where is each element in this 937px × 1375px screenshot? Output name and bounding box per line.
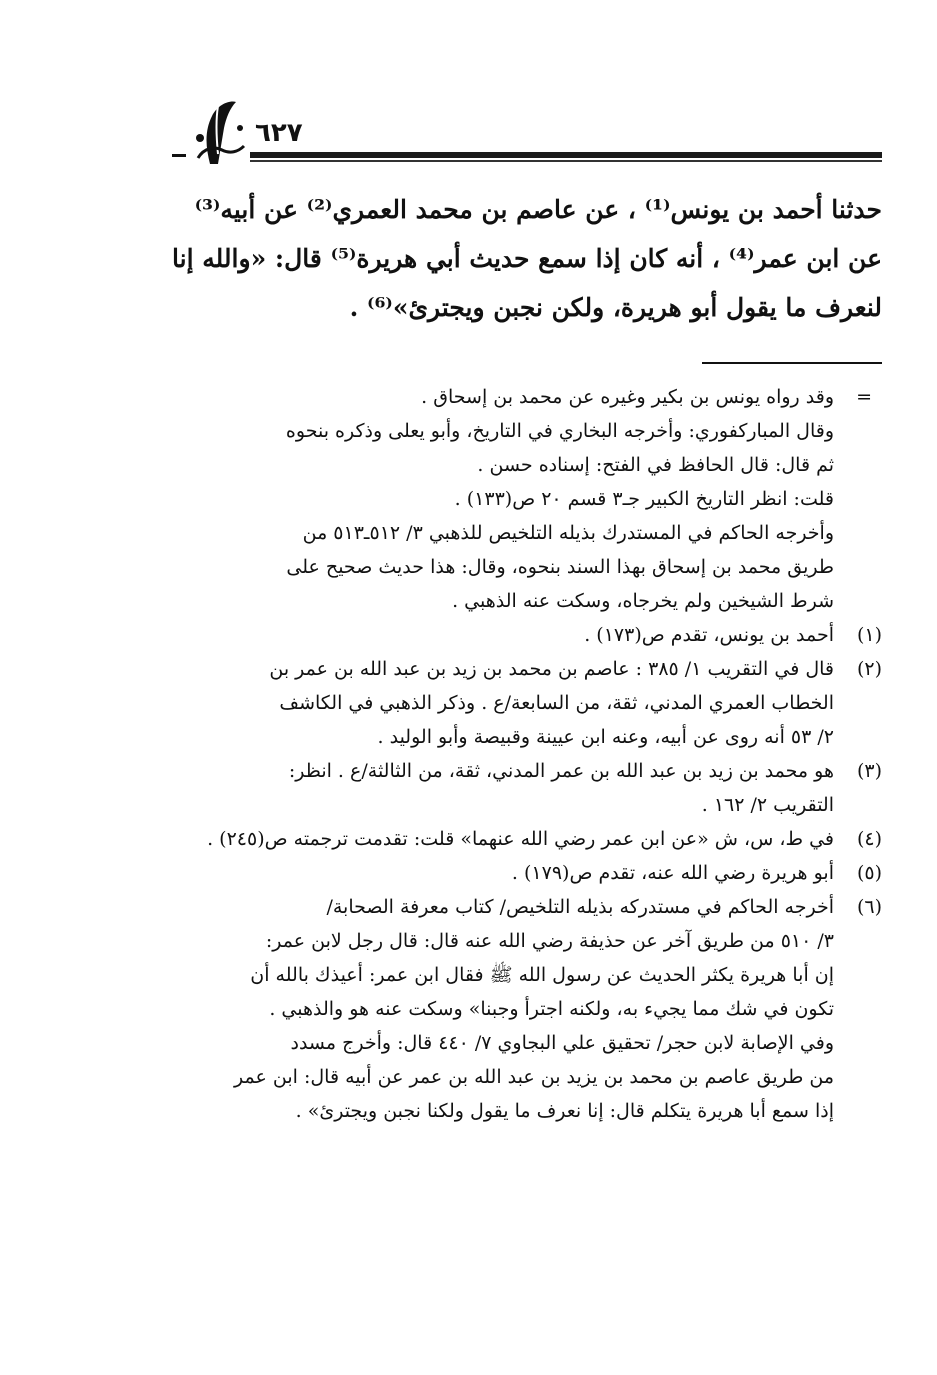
footnote-2 xyxy=(170,652,882,754)
footnote-line: طريق محمد بن إسحاق بهذا السند بنحوه، وقال: هذا حديث صحيح على xyxy=(286,556,834,578)
header-rule-thin xyxy=(250,160,882,162)
header-rule-thick xyxy=(250,152,882,158)
footnote-number: (٤) xyxy=(856,828,882,850)
footnote-line: ٣/ ٥١٠ من طريق آخر عن حذيفة رضي الله عنه قال: قال رجل لابن عمر: xyxy=(265,930,834,952)
footnote-line: شرط الشيخين ولم يخرجاه، وسكت عنه الذهبي . xyxy=(452,590,834,612)
footnote-continuation xyxy=(170,380,882,618)
footnote-line: أخرجه الحاكم في مستدركه بذيله التلخيص/ كتاب معرفة الصحابة/ xyxy=(326,896,834,918)
footnote-line: من طريق عاصم بن محمد بن يزيد بن عبد الله بن عمر عن أبيه قال: ابن عمر xyxy=(234,1066,834,1088)
footnote-4 xyxy=(170,822,882,856)
footnote-line: إذا سمع أبا هريرة يتكلم قال: إنا نعرف ما يقول ولكنا نجبن ويجترئ» . xyxy=(295,1100,834,1122)
footnote-6 xyxy=(170,890,882,1128)
footnote-line: إن أبا هريرة يكثر الحديث عن رسول الله ﷺ فقال ابن عمر: أعيذك بالله أن xyxy=(250,964,834,986)
page-number: ٦٢٧ xyxy=(255,118,303,148)
footnote-line: وفي الإصابة لابن حجر/ تحقيق علي البجاوي ٧/ ٤٤٠ قال: وأخرج مسدد xyxy=(290,1032,834,1054)
footnotes xyxy=(170,380,882,1128)
footnote-line: وقال المباركفوري: وأخرجه البخاري في التاريخ، وأبو يعلى وذكره بنحوه xyxy=(285,420,834,442)
footnote-number: (٣) xyxy=(856,760,882,782)
footnote-line: قال في التقريب ١/ ٣٨٥ : عاصم بن محمد بن زيد بن عبد الله بن عمر بن xyxy=(269,658,834,680)
footnote-line: وقد رواه يونس بن بكير وغيره عن محمد بن إسحاق . xyxy=(421,386,834,408)
footnote-line: ثم قال: قال الحافظ في الفتح: إسناده حسن . xyxy=(477,454,834,476)
footnote-1 xyxy=(170,618,882,652)
footnote-line: تكون في شك مما يجيء به، ولكنه اجترأ وجبنا» وسكت عنه هو والذهبي . xyxy=(269,998,834,1020)
main-line: عن ابن عمر⁽⁴⁾ ، أنه كان إذا سمع حديث أبي هريرة⁽⁵⁾ قال: «والله إنا xyxy=(172,244,882,273)
footnote-5 xyxy=(170,856,882,890)
footnote-line: هو محمد بن زيد بن عبد الله بن عمر المدني، ثقة، من الثالثة/ع . انظر: xyxy=(288,760,834,782)
footnote-number: (١) xyxy=(856,624,882,646)
footnote-separator xyxy=(702,362,882,364)
quill-ornament-icon xyxy=(190,98,250,166)
footnote-line: في ط، س، ش «عن ابن عمر رضي الله عنهما» قلت: تقدمت ترجمته ص(٢٤٥) . xyxy=(207,828,834,850)
continuation-mark: = xyxy=(856,386,872,408)
footnote-line: التقريب ٢/ ١٦٢ . xyxy=(701,794,834,816)
footnote-number: (٦) xyxy=(856,896,882,918)
main-text xyxy=(170,185,882,332)
page-header xyxy=(170,98,882,168)
main-line: لنعرف ما يقول أبو هريرة، ولكن نجبن ويجترئ»⁽⁶⁾ . xyxy=(349,293,882,322)
footnote-line: أحمد بن يونس، تقدم ص(١٧٣) . xyxy=(584,624,834,646)
footnote-3 xyxy=(170,754,882,822)
footnote-number: (٥) xyxy=(856,862,882,884)
footnote-line: الخطاب العمري المدني، ثقة، من السابعة/ع . وذكر الذهبي في الكاشف xyxy=(279,692,834,714)
footnote-line: وأخرجه الحاكم في المستدرك بذيله التلخيص للذهبي ٣/ ٥١٢ـ٥١٣ من xyxy=(302,522,834,544)
footnote-number: (٢) xyxy=(856,658,882,680)
main-line: حدثنا أحمد بن يونس⁽¹⁾ ، عن عاصم بن محمد العمري⁽²⁾ عن أبيه⁽³⁾ xyxy=(194,195,882,224)
header-dash xyxy=(172,154,186,157)
footnote-line: قلت: انظر التاريخ الكبير جـ٣ قسم ٢٠ ص(١٣٣) . xyxy=(454,488,834,510)
footnote-line: ٢/ ٥٣ أنه روى عن أبيه، وعنه ابن عيينة وقبيصة وأبو الوليد . xyxy=(377,726,834,748)
footnote-line: أبو هريرة رضي الله عنه، تقدم ص(١٧٩) . xyxy=(511,862,834,884)
